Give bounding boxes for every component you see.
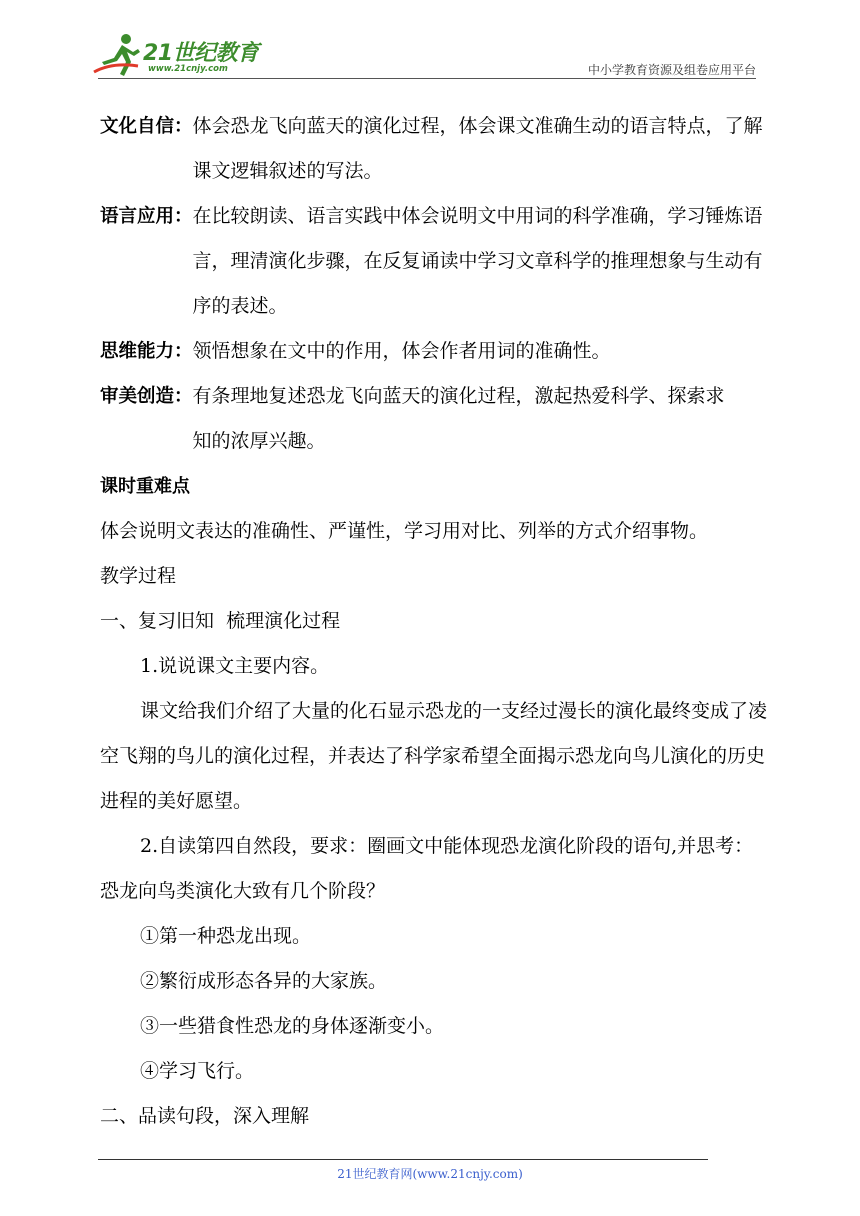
objective-text: 领悟想象在文中的作用，体会作者用词的准确性。: [192, 340, 611, 362]
objective-term: 思维能力：: [100, 341, 193, 362]
item-1-question: 1.说说课文主要内容。: [140, 655, 330, 677]
item-1-answer: 课文给我们介绍了大量的化石显示恐龙的一支经过漫长的演化最终变成了凌空飞翔的鸟儿的演化过程，并表达了科学家希望全面揭示恐龙向鸟儿演化的历史进程的美好愿望。: [100, 700, 768, 812]
stage-item: ②繁衍成形态各异的大家族。: [140, 970, 388, 992]
footer-text: 21世纪教育网(www.21cnjy.com): [337, 1167, 523, 1181]
objective-language: [100, 194, 768, 329]
objective-text: 体会恐龙飞向蓝天的演化过程，体会课文准确生动的语言特点，了解课文逻辑叙述的写法。: [192, 115, 763, 182]
objective-culture: [100, 104, 768, 194]
objective-term: 语言应用：: [100, 206, 193, 227]
objective-text: 有条理地复述恐龙飞向蓝天的演化过程，激起热爱科学、探索求知的浓厚兴趣。: [192, 385, 725, 452]
page-header: [0, 0, 860, 80]
objective-aesthetic: [100, 374, 768, 464]
process-heading: 教学过程: [100, 565, 177, 587]
objective-term: 文化自信：: [100, 116, 193, 137]
stage-item: ③一些猎食性恐龙的身体逐渐变小。: [140, 1015, 445, 1037]
objective-text: 在比较朗读、语言实践中体会说明文中用词的科学准确，学习锤炼语言，理清演化步骤，在反复诵读中学习文章科学的推理想象与生动有序的表述。: [192, 205, 763, 317]
objective-thinking: [100, 329, 768, 374]
brand-url: www.21cnjy.com: [148, 64, 228, 74]
objective-term: 审美创造：: [100, 386, 193, 407]
key-points-heading: 课时重难点: [100, 476, 190, 497]
section-2-heading: 二、品读句段，深入理解: [100, 1105, 310, 1127]
stage-item: ④学习飞行。: [140, 1060, 255, 1082]
footer-divider: [98, 1159, 708, 1160]
stage-item: ①第一种恐龙出现。: [140, 925, 312, 947]
document-body: [100, 104, 768, 1139]
section-1-heading: 一、复习旧知 梳理演化过程: [100, 610, 341, 632]
header-divider: [98, 78, 756, 79]
key-points-text: 体会说明文表达的准确性、严谨性，学习用对比、列举的方式介绍事物。: [100, 520, 709, 542]
platform-tagline: 中小学教育资源及组卷应用平台: [587, 63, 756, 77]
brand-name: 21世纪教育: [143, 41, 259, 66]
item-2-question: 2.自读第四自然段，要求：圈画文中能体现恐龙演化阶段的语句,并思考：恐龙向鸟类演化大致有几个阶段？: [100, 835, 754, 902]
